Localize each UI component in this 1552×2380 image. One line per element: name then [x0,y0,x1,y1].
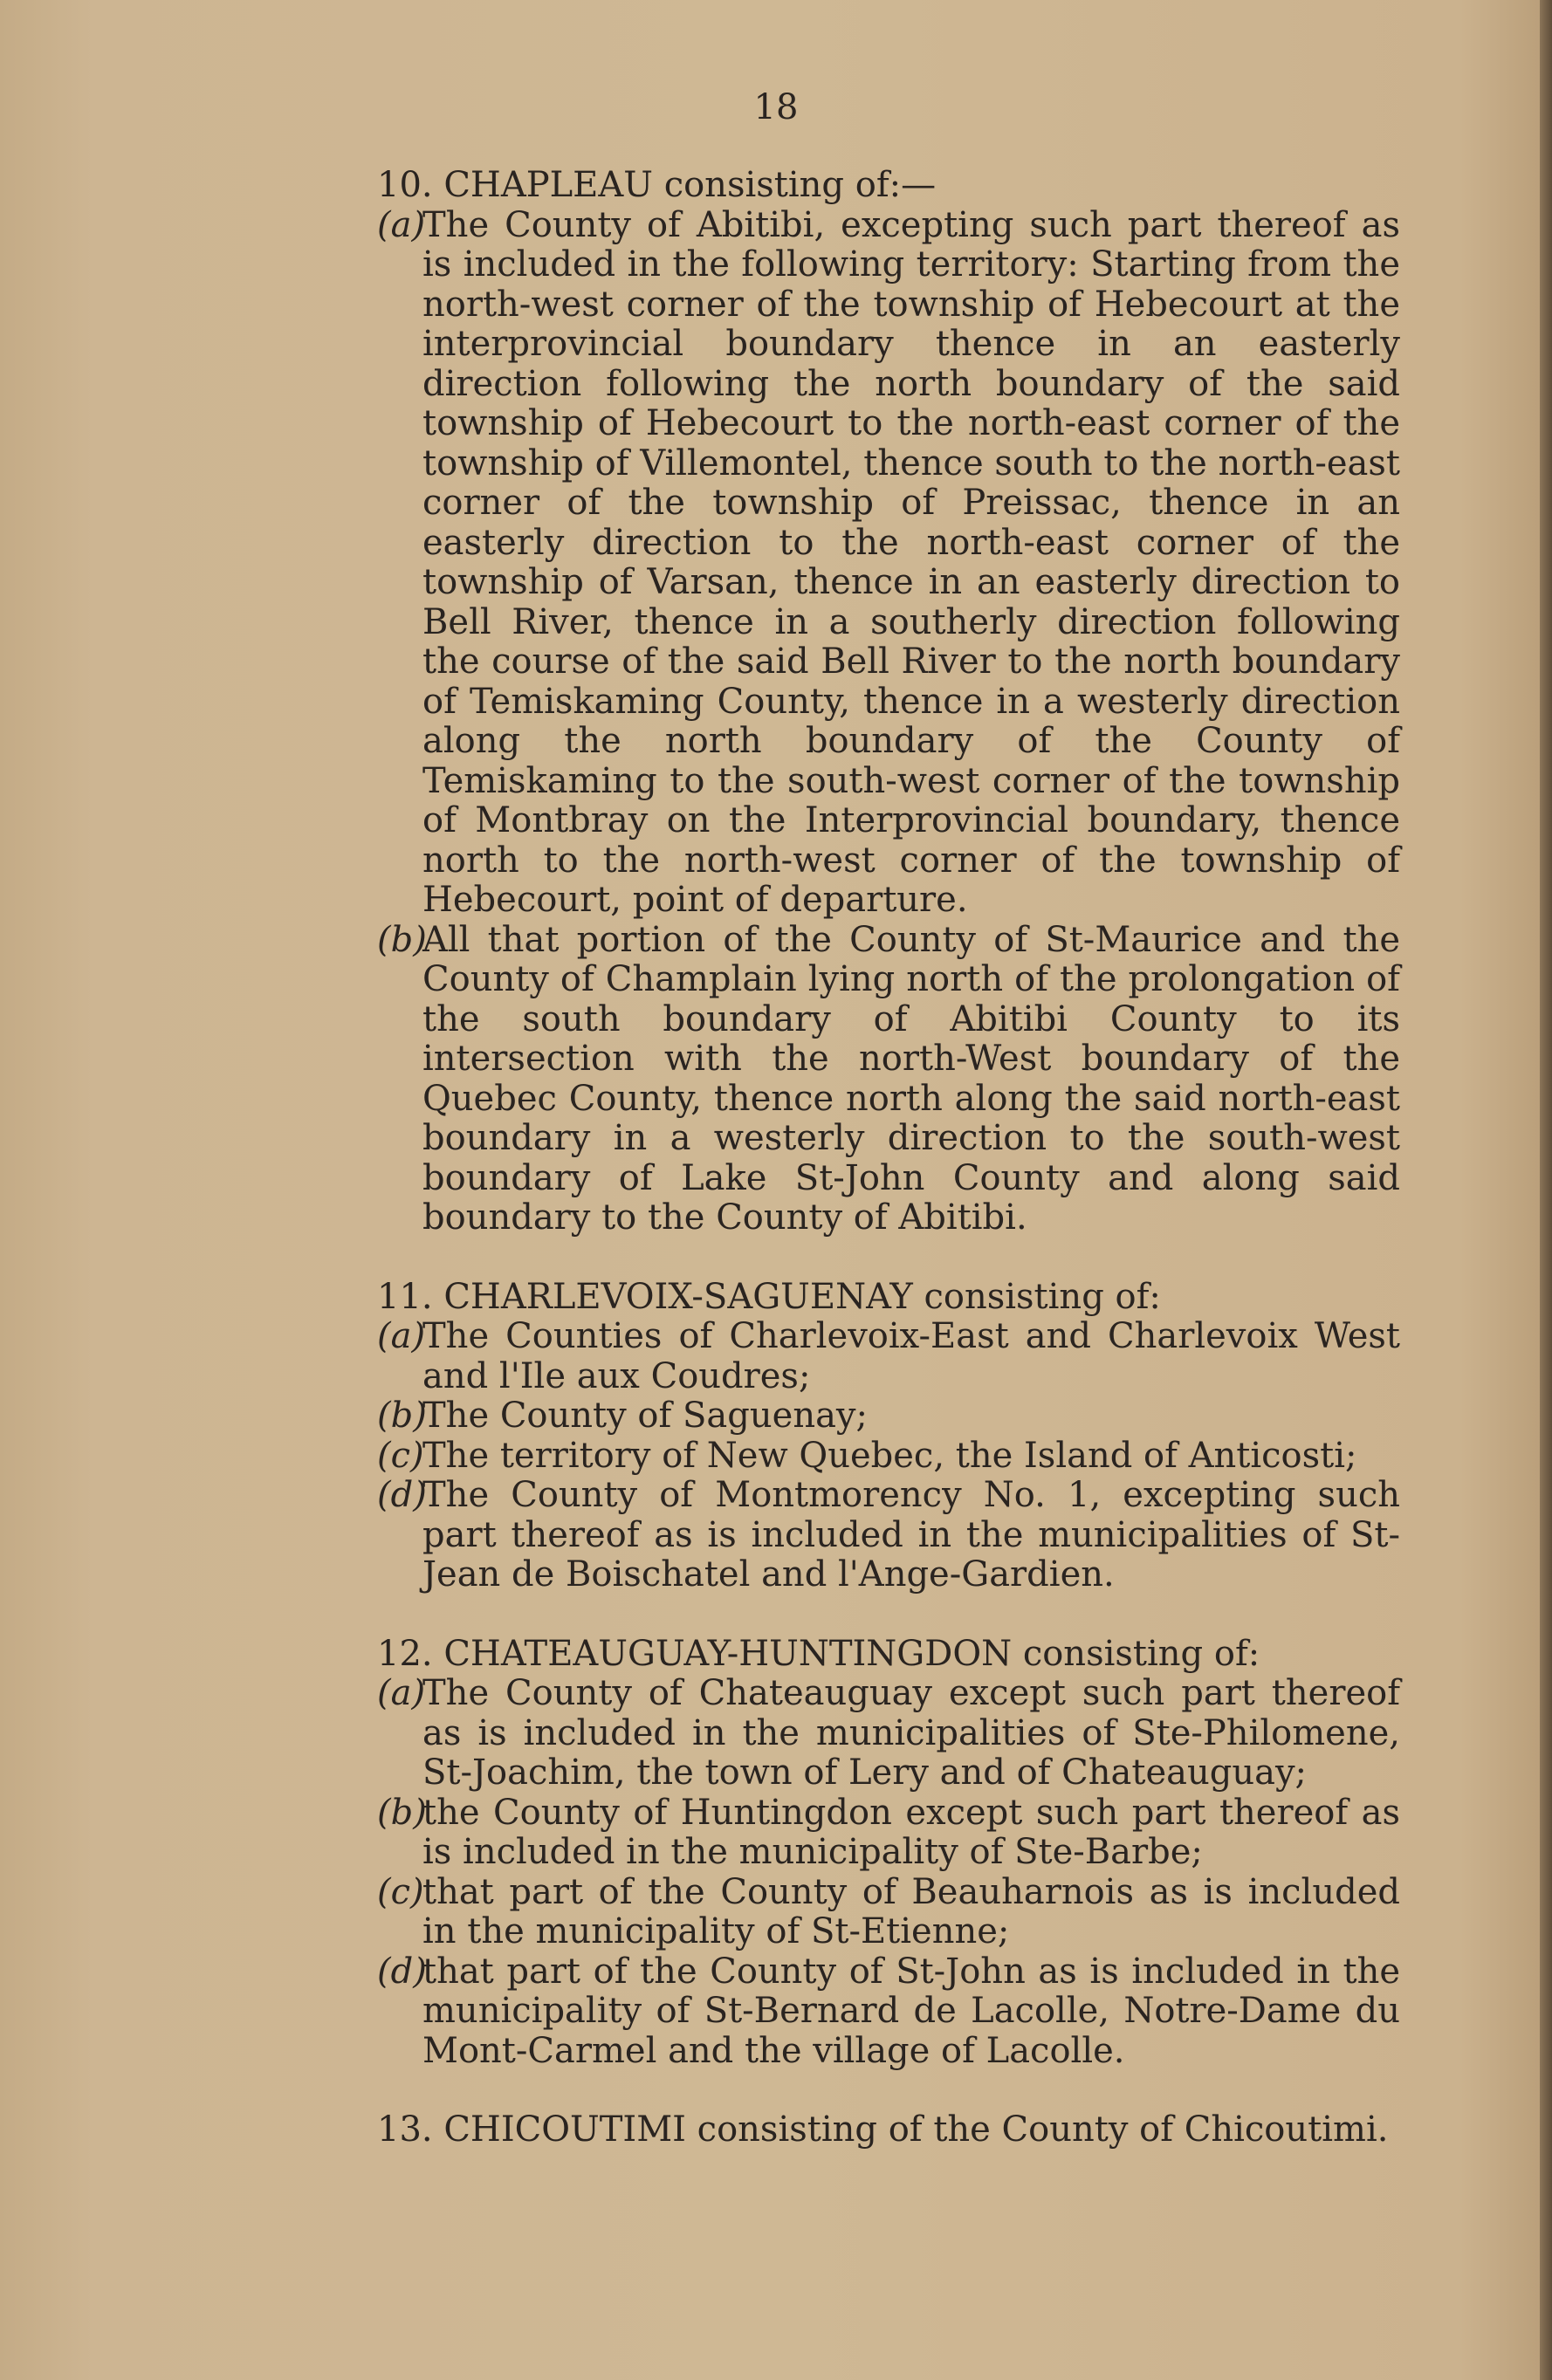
list-item [377,206,1400,921]
item-text: The Counties of Charlevoix-East and Charlevoix West and l'Ile aux Coudres; [422,1316,1400,1396]
item-letter: (a) [377,1316,426,1356]
item-text: that part of the County of Beauharnois as is included in the municipality of St-Etienne; [422,1871,1400,1951]
section-13-chicoutimi [377,2110,1400,2150]
item-letter: (c) [377,1871,424,1912]
section-heading: 13. CHICOUTIMI consisting of the County of Chicoutimi. [377,2109,1389,2150]
section-heading: 11. CHARLEVOIX-SAGUENAY consisting of: [377,1276,1161,1317]
item-text: The County of Chateauguay except such part thereof as is included in the municipalities of Ste-Philomene, St-Joachim, the town of Lery and of Chateauguay; [422,1673,1400,1793]
item-letter: (d) [377,1951,427,1992]
list-item [377,921,1400,1238]
item-text: that part of the County of St-John as is included in the municipality of St-Bernard de Lacolle, Notre-Dame du Mont-Carmel and the village of Lacolle. [422,1951,1400,2071]
section-heading: 10. CHAPLEAU consisting of:— [377,165,937,205]
list-item [377,1476,1400,1595]
item-text: All that portion of the County of St-Maurice and the County of Champlain lying north of the prolongation of the south boundary of Abitibi County to its intersection with the north-West boundary of the Quebec County, thence north along the said north-east boundary in a westerly direction to the south-west boundary of Lake St-John County and along said boundary to the County of Abitibi. [422,919,1400,1238]
list-item [377,1317,1400,1396]
section-12-chateauguay-huntingdon [377,1635,1400,2072]
section-11-charlevoix-saguenay [377,1278,1400,1595]
item-letter: (b) [377,919,427,960]
item-text: The County of Montmorency No. 1, excepting such part thereof as is included in the municipalities of St-Jean de Boischatel and l'Ange-Gardien. [422,1475,1400,1595]
item-text: The territory of New Quebec, the Island of Anticosti; [422,1435,1357,1476]
list-item [377,1396,1400,1437]
list-item [377,1437,1400,1477]
item-text: The County of Abitibi, excepting such part thereof as is included in the following territory: Starting from the north-west corner of the township of Hebecourt at the interprovincial boundary thence in an easterly direction following the north boundary of the said township of Hebecourt to the north-east corner of the township of Villemontel, thence south to the north-east corner of the township of Preissac, thence in an easterly direction to the north-east corner of the township of Varsan, thence in an easterly direction to Bell River, thence in a southerly direction following the course of the said Bell River to the north boundary of Temiskaming County, thence in a westerly direction along the north boundary of the County of Temiskaming to the south-west corner of the township of Montbray on the Interprovincial boundary, thence north to the north-west corner of the township of Hebecourt, point of departure. [422,204,1400,920]
page-number: 18 [753,87,799,127]
item-letter: (c) [377,1435,424,1476]
item-letter: (a) [377,204,426,245]
list-item [377,1952,1400,2072]
item-letter: (d) [377,1475,427,1515]
item-letter: (a) [377,1673,426,1713]
item-text: the County of Huntingdon except such part thereof as is included in the municipality of Ste-Barbe; [422,1792,1400,1872]
page-edge-shadow [1540,0,1552,2380]
section-heading: 12. CHATEAUGUAY-HUNTINGDON consisting of: [377,1633,1260,1674]
item-letter: (b) [377,1792,427,1833]
item-letter: (b) [377,1396,427,1436]
document-body [377,166,1400,2190]
list-item [377,1674,1400,1794]
section-10-chapleau [377,166,1400,1238]
list-item [377,1794,1400,1873]
list-item [377,1873,1400,1952]
item-text: The County of Saguenay; [422,1396,868,1436]
